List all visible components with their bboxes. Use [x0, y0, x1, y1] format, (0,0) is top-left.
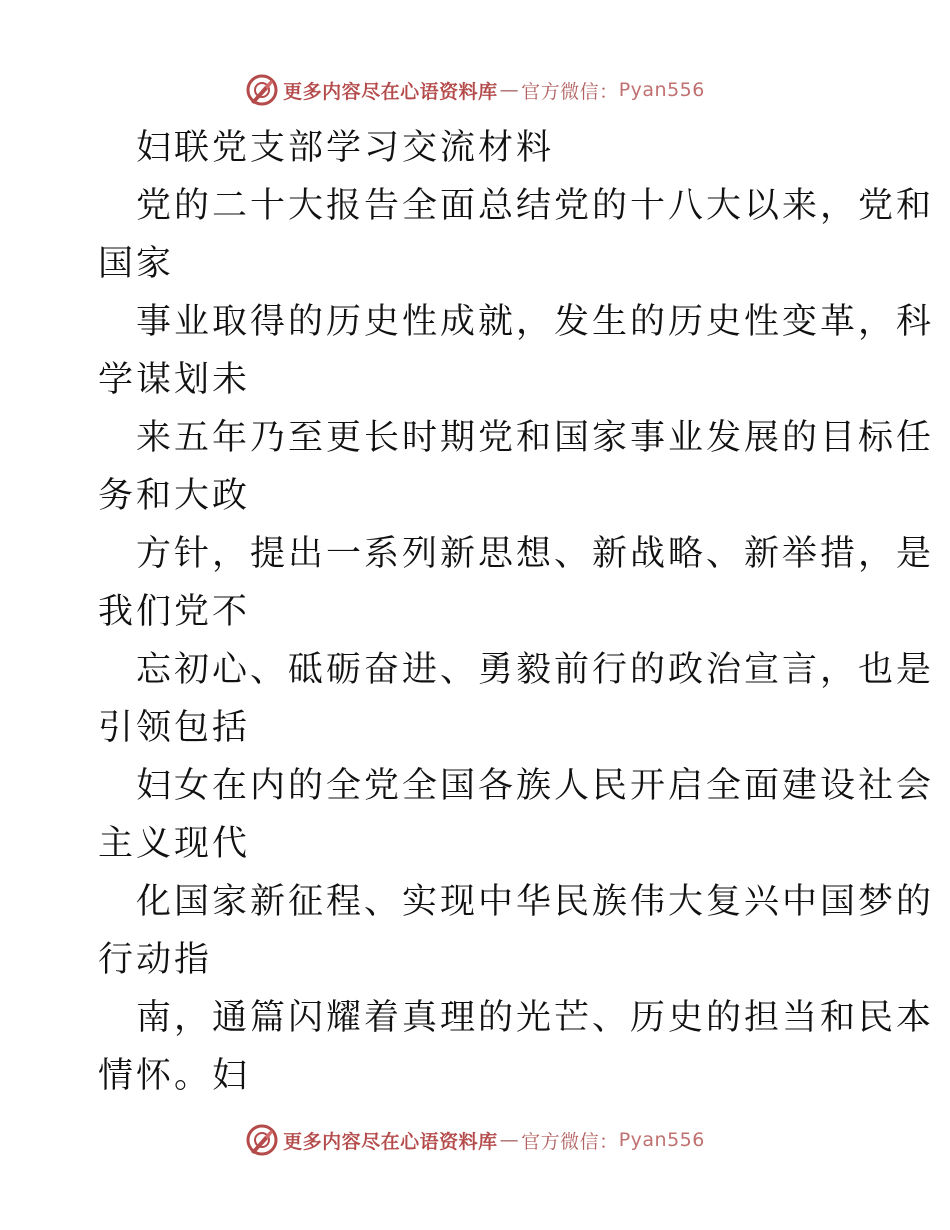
paragraph-line: 引领包括 [98, 708, 251, 748]
footer-banner-text [283, 1127, 705, 1154]
pen-seal-logo-icon [245, 1123, 279, 1157]
paragraph-line: 来五年乃至更长时期党和国家事业发展的目标任 [136, 418, 935, 458]
header-banner-dash: — [499, 79, 520, 101]
footer-banner-dash: — [499, 1129, 520, 1151]
paragraph-line: 学谋划未 [98, 360, 251, 400]
footer-banner-main: 更多内容尽在心语资料库 [283, 1130, 498, 1153]
paragraph-line: 妇女在内的全党全国各族人民开启全面建设社会 [136, 766, 935, 806]
paragraph-line: 事业取得的历史性成就，发生的历史性变革，科 [136, 302, 935, 342]
footer-banner-sub: 官方微信： [521, 1130, 619, 1153]
paragraph-line: 国家 [98, 244, 175, 284]
paragraph-line: 党的二十大报告全面总结党的十八大以来，党和 [136, 186, 935, 226]
document-title: 妇联党支部学习交流材料 [136, 128, 555, 168]
header-banner-sub: 官方微信： [521, 80, 619, 103]
paragraph-line: 方针，提出一系列新思想、新战略、新举措，是 [136, 534, 935, 574]
footer-banner-wechat-id: Pyan556 [618, 1129, 705, 1151]
paragraph-line: 忘初心、砥砺奋进、勇毅前行的政治宣言，也是 [136, 650, 935, 690]
paragraph-line: 务和大政 [98, 476, 251, 516]
paragraph-line: 化国家新征程、实现中华民族伟大复兴中国梦的 [136, 882, 935, 922]
paragraph-line: 南，通篇闪耀着真理的光芒、历史的担当和民本 [136, 998, 935, 1038]
header-banner-main: 更多内容尽在心语资料库 [283, 80, 498, 103]
paragraph-line: 情怀。妇 [98, 1056, 251, 1096]
footer-banner [0, 1120, 950, 1160]
paragraph-line: 行动指 [98, 940, 213, 980]
paragraph-line: 我们党不 [98, 592, 251, 632]
header-banner-wechat-id: Pyan556 [618, 79, 705, 101]
paragraph-line: 主义现代 [98, 824, 251, 864]
